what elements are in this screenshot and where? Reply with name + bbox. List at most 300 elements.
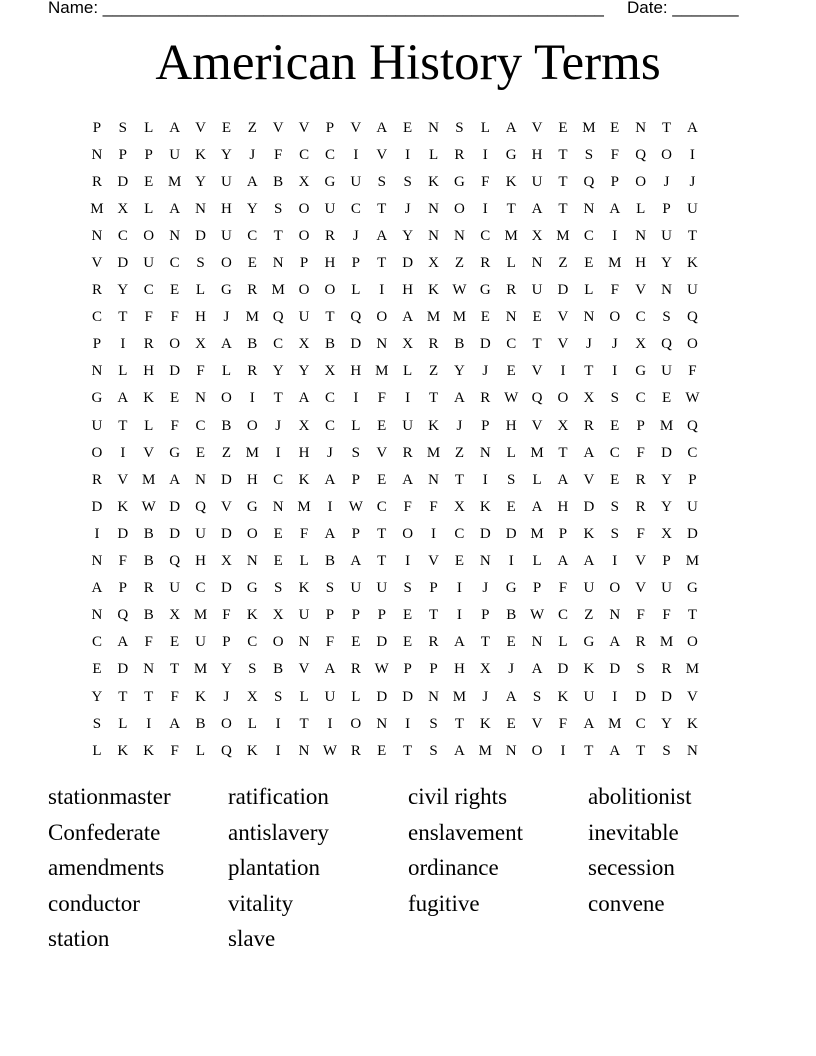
grid-letter: L <box>221 363 231 380</box>
grid-letter: F <box>325 634 335 651</box>
grid-letter: A <box>609 200 621 217</box>
grid-letter: X <box>272 607 284 624</box>
grid-letter: I <box>405 715 411 732</box>
grid-letter: T <box>118 417 128 434</box>
grid-letter: N <box>453 227 465 244</box>
word-bank-item: antislavery <box>228 819 329 845</box>
grid-letter: U <box>350 173 362 190</box>
grid-letter: B <box>273 173 284 190</box>
grid-letter: E <box>506 715 516 732</box>
grid-letter: L <box>92 742 102 759</box>
grid-letter: P <box>299 255 309 272</box>
grid-letter: S <box>274 200 283 217</box>
grid-letter: Y <box>91 688 103 705</box>
grid-letter: U <box>220 227 232 244</box>
grid-letter: V <box>272 119 284 136</box>
grid-letter: K <box>583 525 595 542</box>
grid-letter: K <box>505 173 517 190</box>
grid-letter: D <box>169 525 181 542</box>
grid-letter: O <box>298 227 310 244</box>
grid-letter: D <box>479 525 491 542</box>
grid-letter: C <box>454 525 465 542</box>
grid-letter: U <box>687 282 698 299</box>
grid-letter: R <box>350 742 361 759</box>
grid-letter: X <box>246 688 258 705</box>
grid-letter: A <box>687 119 698 136</box>
grid-letter: D <box>505 525 517 542</box>
grid-letter: D <box>661 444 672 461</box>
grid-letter: O <box>557 390 569 407</box>
grid-letter: D <box>479 336 491 353</box>
grid-letter: G <box>246 498 258 515</box>
grid-letter: N <box>272 255 284 272</box>
grid-letter: S <box>377 173 386 190</box>
grid-letter: R <box>402 444 413 461</box>
word-bank-item: plantation <box>228 855 320 880</box>
grid-letter: F <box>196 363 205 380</box>
grid-letter: P <box>377 607 386 624</box>
grid-letter: O <box>298 282 310 299</box>
grid-letter: C <box>299 146 310 163</box>
grid-letter: J <box>663 173 670 190</box>
grid-letter: F <box>222 607 231 624</box>
grid-letter: H <box>298 444 310 461</box>
grid-letter: V <box>220 498 232 515</box>
grid-letter: F <box>144 634 153 651</box>
grid-letter: O <box>298 200 310 217</box>
grid-letter: B <box>221 417 232 434</box>
grid-letter: I <box>689 146 695 163</box>
grid-letter: H <box>557 498 569 515</box>
word-bank-item: station <box>48 926 110 951</box>
grid-letter: L <box>351 282 361 299</box>
grid-letter: S <box>455 119 464 136</box>
grid-letter: E <box>506 363 516 380</box>
grid-letter: F <box>170 417 179 434</box>
grid-letter: K <box>687 255 698 272</box>
grid-letter: Z <box>428 363 439 380</box>
grid-letter: A <box>324 525 336 542</box>
grid-letter: V <box>298 119 310 136</box>
grid-letter: P <box>351 607 361 624</box>
grid-letter: R <box>324 227 335 244</box>
date-field: Date: _______ <box>627 0 739 17</box>
grid-letter: T <box>118 688 128 705</box>
grid-letter: S <box>429 715 438 732</box>
grid-letter: S <box>662 742 671 759</box>
grid-letter: C <box>91 634 102 651</box>
grid-letter: K <box>479 715 491 732</box>
grid-letter: C <box>91 309 102 326</box>
grid-row <box>84 358 705 385</box>
grid-row <box>84 656 705 683</box>
grid-letter: T <box>584 742 594 759</box>
grid-letter: Q <box>531 390 543 407</box>
grid-row <box>84 249 705 276</box>
grid-letter: Y <box>661 471 672 488</box>
grid-letter: Q <box>220 742 232 759</box>
grid-letter: F <box>377 390 386 407</box>
grid-letter: R <box>583 417 594 434</box>
grid-row <box>84 331 705 358</box>
grid-letter: U <box>350 580 362 597</box>
grid-letter: P <box>662 553 671 570</box>
grid-letter: F <box>688 363 697 380</box>
grid-letter: U <box>583 688 595 705</box>
grid-letter: R <box>143 580 154 597</box>
grid-letter: M <box>530 444 544 461</box>
grid-letter: G <box>583 634 595 651</box>
grid-letter: Y <box>272 363 284 380</box>
grid-letter: E <box>273 553 283 570</box>
grid-row <box>84 683 705 710</box>
grid-letter: V <box>117 471 129 488</box>
grid-letter: U <box>143 255 155 272</box>
grid-letter: A <box>609 634 621 651</box>
grid-letter: U <box>531 282 543 299</box>
grid-letter: A <box>557 471 569 488</box>
grid-letter: F <box>558 715 568 732</box>
grid-letter: E <box>170 390 180 407</box>
grid-letter: P <box>558 525 568 542</box>
grid-letter: A <box>117 634 129 651</box>
grid-letter: L <box>195 742 206 759</box>
grid-letter: U <box>583 580 595 597</box>
grid-letter: O <box>220 390 232 407</box>
grid-letter: B <box>273 661 284 678</box>
grid-row <box>84 385 705 412</box>
grid-letter: I <box>405 146 411 163</box>
grid-letter: S <box>274 688 283 705</box>
grid-letter: T <box>170 661 180 678</box>
grid-letter: A <box>402 309 414 326</box>
grid-letter: D <box>376 688 388 705</box>
grid-letter: R <box>480 390 491 407</box>
grid-row <box>84 466 705 493</box>
grid-letter: R <box>350 661 361 678</box>
grid-letter: N <box>531 255 543 272</box>
grid-letter: N <box>195 390 206 407</box>
grid-row <box>84 520 705 547</box>
grid-letter: I <box>508 553 514 570</box>
grid-letter: S <box>662 309 671 326</box>
grid-letter: R <box>91 173 102 190</box>
grid-letter: B <box>143 607 154 624</box>
grid-letter: X <box>557 417 569 434</box>
grid-letter: R <box>143 336 154 353</box>
grid-letter: I <box>456 580 462 597</box>
grid-letter: V <box>531 119 543 136</box>
grid-letter: D <box>220 580 232 597</box>
grid-letter: Y <box>661 255 672 272</box>
grid-letter: I <box>612 688 618 705</box>
grid-letter: P <box>610 173 619 190</box>
grid-letter: C <box>195 580 206 597</box>
grid-letter: M <box>452 688 467 705</box>
grid-letter: A <box>505 688 517 705</box>
word-bank-item: fugitive <box>408 890 480 916</box>
grid-letter: N <box>531 634 543 651</box>
grid-row <box>84 575 705 602</box>
grid-row <box>84 737 705 764</box>
grid-letter: L <box>428 146 439 163</box>
grid-letter: X <box>298 173 310 190</box>
grid-letter: A <box>298 390 310 407</box>
grid-letter: K <box>246 742 258 759</box>
grid-letter: M <box>426 444 441 461</box>
grid-letter: N <box>143 661 155 678</box>
grid-letter: N <box>661 282 672 299</box>
grid-letter: U <box>169 580 181 597</box>
grid-letter: D <box>117 661 129 678</box>
grid-letter: S <box>118 119 127 136</box>
grid-letter: P <box>351 255 361 272</box>
grid-letter: E <box>454 553 464 570</box>
grid-letter: M <box>659 634 674 651</box>
grid-letter: N <box>272 498 284 515</box>
grid-letter: I <box>612 227 618 244</box>
grid-letter: J <box>223 309 230 326</box>
grid-letter: P <box>403 661 412 678</box>
grid-letter: N <box>635 119 647 136</box>
grid-letter: R <box>506 282 517 299</box>
grid-letter: E <box>558 119 568 136</box>
grid-letter: C <box>273 471 284 488</box>
grid-letter: J <box>352 227 359 244</box>
grid-letter: N <box>583 200 595 217</box>
grid-letter: W <box>530 607 545 624</box>
grid-letter: N <box>635 227 647 244</box>
grid-letter: I <box>353 390 359 407</box>
grid-letter: I <box>327 498 333 515</box>
name-field: Name: _____________________________________________________ <box>48 0 604 17</box>
grid-letter: E <box>247 255 257 272</box>
grid-letter: I <box>456 607 462 624</box>
grid-letter: M <box>452 309 467 326</box>
grid-letter: E <box>170 634 180 651</box>
grid-letter: N <box>583 309 595 326</box>
grid-letter: B <box>506 607 517 624</box>
grid-letter: T <box>377 525 387 542</box>
grid-letter: A <box>531 200 543 217</box>
grid-letter: A <box>169 119 181 136</box>
grid-letter: L <box>351 417 361 434</box>
grid-letter: P <box>92 119 102 136</box>
grid-letter: X <box>169 607 181 624</box>
grid-letter: G <box>687 580 698 597</box>
grid-letter: O <box>350 715 362 732</box>
grid-letter: N <box>505 742 517 759</box>
grid-letter: D <box>635 688 647 705</box>
grid-letter: T <box>273 227 283 244</box>
grid-letter: H <box>220 200 232 217</box>
grid-letter: H <box>195 553 206 570</box>
grid-letter: C <box>376 498 387 515</box>
grid-letter: M <box>556 227 570 244</box>
grid-letter: V <box>428 553 439 570</box>
grid-letter: Y <box>402 227 414 244</box>
grid-letter: A <box>557 553 569 570</box>
grid-letter: J <box>482 363 489 380</box>
grid-letter: M <box>193 661 208 678</box>
grid-letter: T <box>558 173 568 190</box>
grid-letter: W <box>504 390 519 407</box>
grid-letter: Y <box>117 282 129 299</box>
grid-letter: I <box>146 715 152 732</box>
grid-letter: M <box>167 173 182 190</box>
grid-letter: I <box>327 715 333 732</box>
word-bank-item: stationmaster <box>48 784 171 809</box>
grid-letter: P <box>636 417 645 434</box>
grid-letter: E <box>377 742 387 759</box>
grid-letter: F <box>170 688 179 705</box>
grid-letter: E <box>170 282 180 299</box>
grid-letter: N <box>428 688 439 705</box>
grid-letter: X <box>220 553 232 570</box>
grid-letter: A <box>583 444 595 461</box>
grid-letter: X <box>635 336 647 353</box>
grid-letter: S <box>403 580 412 597</box>
grid-letter: A <box>453 390 465 407</box>
grid-letter: M <box>608 255 622 272</box>
word-bank-item: civil rights <box>408 784 508 809</box>
grid-letter: G <box>505 146 517 163</box>
grid-letter: Y <box>453 363 465 380</box>
grid-letter: C <box>117 227 128 244</box>
grid-letter: X <box>117 200 129 217</box>
grid-letter: J <box>585 336 592 353</box>
grid-row <box>84 195 705 222</box>
word-bank-item: amendments <box>48 855 165 880</box>
grid-letter: M <box>245 444 259 461</box>
grid-letter: Y <box>220 661 232 678</box>
grid-letter: D <box>117 525 129 542</box>
grid-letter: M <box>582 119 596 136</box>
grid-letter: E <box>506 634 516 651</box>
grid-letter: R <box>247 363 258 380</box>
grid-letter: O <box>609 580 621 597</box>
grid-letter: C <box>350 200 361 217</box>
grid-letter: R <box>428 336 439 353</box>
grid-letter: L <box>532 553 542 570</box>
grid-letter: D <box>557 282 569 299</box>
grid-letter: D <box>91 498 103 515</box>
grid-letter: A <box>609 742 621 759</box>
grid-row <box>84 277 705 304</box>
grid-letter: L <box>480 119 490 136</box>
grid-row <box>84 168 705 195</box>
grid-letter: L <box>506 444 516 461</box>
grid-letter: F <box>118 553 127 570</box>
grid-letter: L <box>636 200 646 217</box>
grid-letter: H <box>350 363 362 380</box>
grid-letter: J <box>327 444 333 461</box>
grid-letter: N <box>505 309 517 326</box>
grid-letter: P <box>481 607 490 624</box>
grid-letter: L <box>558 634 568 651</box>
grid-letter: D <box>687 525 698 542</box>
grid-letter: G <box>220 282 232 299</box>
grid-letter: R <box>635 498 646 515</box>
grid-letter: J <box>482 580 489 597</box>
grid-letter: X <box>195 336 206 353</box>
grid-letter: I <box>249 390 255 407</box>
grid-letter: D <box>169 498 181 515</box>
grid-letter: U <box>402 417 414 434</box>
grid-letter: Y <box>246 200 258 217</box>
grid-letter: K <box>117 498 129 515</box>
grid-letter: V <box>531 715 543 732</box>
grid-letter: X <box>298 417 310 434</box>
grid-letter: T <box>661 119 672 136</box>
grid-letter: A <box>453 634 465 651</box>
grid-letter: I <box>94 525 100 542</box>
grid-letter: B <box>324 553 335 570</box>
grid-letter: E <box>610 417 620 434</box>
grid-letter: U <box>531 173 543 190</box>
grid-letter: H <box>324 255 336 272</box>
grid-letter: D <box>117 173 129 190</box>
grid-letter: B <box>143 525 154 542</box>
grid-letter: Y <box>661 715 672 732</box>
word-bank-item: Confederate <box>48 819 161 845</box>
grid-letter: S <box>610 525 619 542</box>
grid-letter: V <box>91 255 103 272</box>
grid-letter: O <box>376 309 388 326</box>
grid-letter: P <box>662 200 671 217</box>
grid-letter: E <box>610 119 620 136</box>
grid-letter: R <box>91 471 102 488</box>
grid-row <box>84 602 705 629</box>
grid-row <box>84 493 705 520</box>
grid-letter: H <box>195 309 206 326</box>
grid-letter: M <box>271 282 285 299</box>
grid-letter: T <box>480 634 490 651</box>
grid-letter: E <box>377 471 387 488</box>
grid-letter: L <box>584 282 594 299</box>
grid-letter: S <box>610 498 619 515</box>
grid-letter: B <box>324 336 335 353</box>
grid-letter: C <box>557 607 568 624</box>
grid-letter: D <box>350 336 362 353</box>
grid-letter: K <box>298 580 310 597</box>
grid-letter: L <box>403 363 413 380</box>
grid-letter: U <box>376 580 388 597</box>
grid-letter: V <box>687 688 698 705</box>
grid-letter: O <box>143 227 155 244</box>
grid-letter: O <box>91 444 103 461</box>
grid-letter: E <box>195 444 206 461</box>
word-bank-item: conductor <box>48 890 140 916</box>
grid-letter: A <box>453 742 465 759</box>
grid-letter: I <box>431 525 437 542</box>
grid-letter: R <box>91 282 102 299</box>
grid-letter: N <box>687 742 698 759</box>
grid-letter: M <box>504 227 518 244</box>
grid-letter: D <box>557 661 569 678</box>
grid-letter: I <box>120 336 126 353</box>
grid-letter: Q <box>583 173 595 190</box>
grid-letter: J <box>404 200 411 217</box>
grid-letter: F <box>299 525 309 542</box>
grid-row <box>84 222 705 249</box>
grid-letter: L <box>299 553 309 570</box>
grid-letter: E <box>661 390 672 407</box>
grid-letter: B <box>143 553 154 570</box>
grid-letter: Q <box>661 336 672 353</box>
grid-letter: A <box>324 471 336 488</box>
grid-letter: F <box>610 146 619 163</box>
